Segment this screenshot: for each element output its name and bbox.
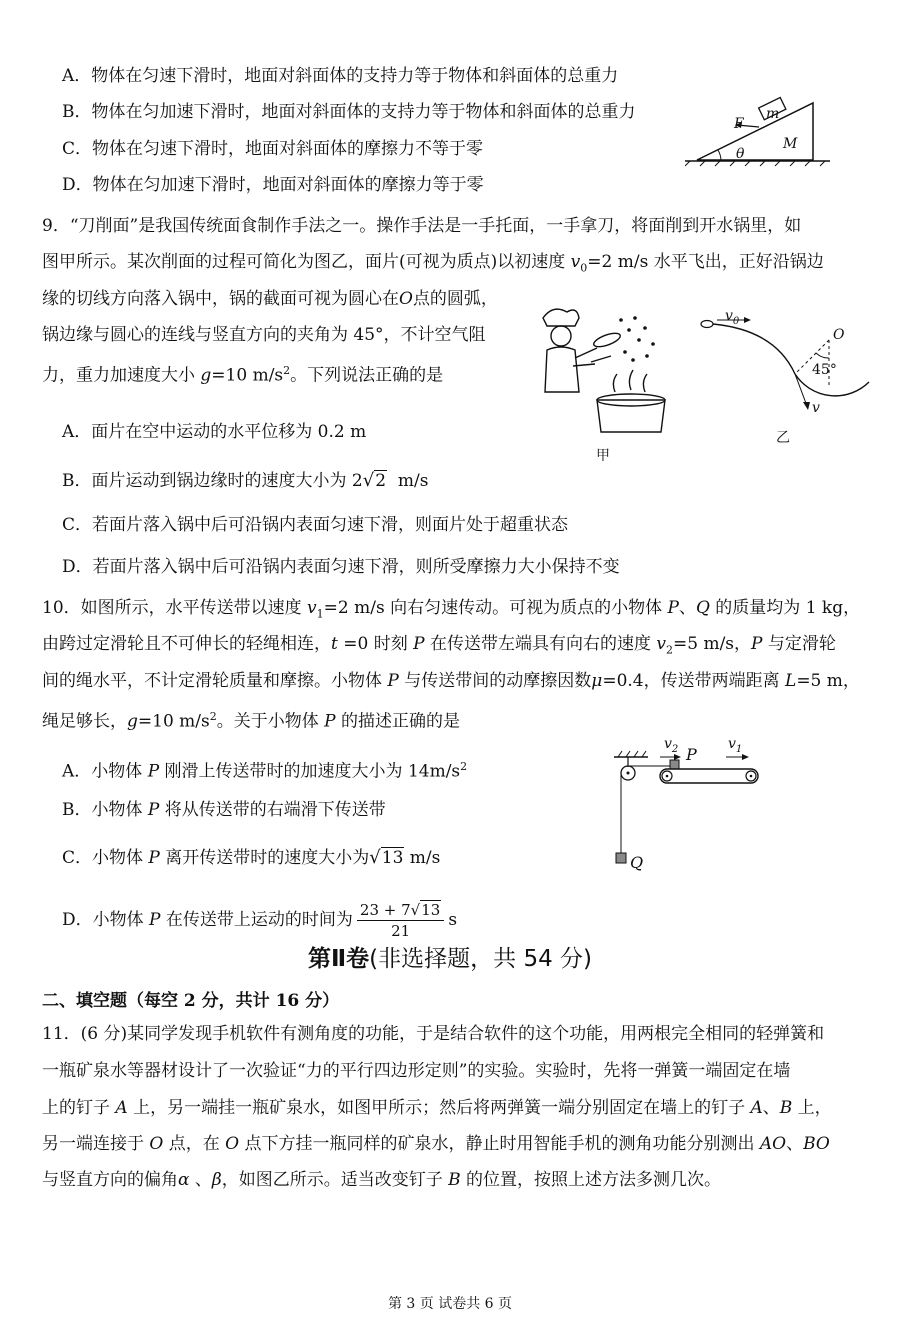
q9-line-1: 9．“刀削面”是我国传统面食制作手法之一。操作手法是一手托面，一手拿刀，将面削到开水锅里，如 (42, 216, 802, 236)
q10-option-b: B．小物体 P 将从传送带的右端滑下传送带 (62, 800, 386, 820)
section-title: 第Ⅱ卷(非选择题，共 54 分) (308, 946, 592, 972)
q9-line-3: 缘的切线方向落入锅中，锅的截面可视为圆心在O点的圆弧， (42, 289, 498, 309)
q11-line-3: 上的钉子 A 上，另一端挂一瓶矿泉水，如图甲所示；然后将两弹簧一端分别固定在墙上的钉子 A、B 上， (42, 1098, 832, 1118)
fraction: $\frac{23 + 7√13}{21}$ (357, 900, 444, 941)
q10-option-d: D．小物体 P 在传送带上运动的时间为 $\frac{23 + 7√13}{21}$ s (62, 901, 458, 940)
page-footer: 第 3 页 试卷共 6 页 (387, 1296, 513, 1312)
q9-option-b: B．面片运动到锅边缘时的速度大小为 2√2 m/s (62, 470, 429, 491)
label-v0: $v_0$ (725, 308, 740, 327)
q8-option-a: A．物体在匀速下滑时，地面对斜面体的支持力等于物体和斜面体的总重力 (62, 66, 619, 86)
label-q: Q (630, 853, 644, 872)
q10-line-1: 10．如图所示，水平传送带以速度 $v_1=2$ m/s 向右匀速传动。可视为质点的小物体 P、Q 的质量均为 1 kg， (42, 598, 861, 621)
trajectory-figure (695, 310, 875, 420)
label-o: O (833, 327, 845, 343)
q9-option-d: D．若面片落入锅中后可沿锅内表面匀速下滑，则所受摩擦力大小保持不变 (62, 557, 620, 577)
q8-option-b: B．物体在匀加速下滑时，地面对斜面体的支持力等于物体和斜面体的总重力 (62, 102, 636, 122)
label-p: P (686, 745, 697, 764)
label-big-m: M (783, 136, 798, 152)
q9-line-4: 锅边缘与圆心的连线与竖直方向的夹角为 45°，不计空气阻 (42, 325, 486, 345)
q8-option-c: C．物体在匀速下滑时，地面对斜面体的摩擦力不等于零 (62, 139, 484, 159)
q10-option-a: A．小物体 P 刚滑上传送带时的加速度大小为 $14m/s^2$ (62, 760, 468, 782)
q8-option-d: D．物体在匀加速下滑时，地面对斜面体的摩擦力等于零 (62, 175, 484, 195)
q11-line-4: 另一端连接于 O 点，在 O 点下方挂一瓶同样的矿泉水，静止时用智能手机的测角功能分别测出 AO、BO (42, 1134, 830, 1154)
q9-line-5: 力，重力加速度大小 g=10 $m/s^2$。下列说法正确的是 (42, 364, 444, 386)
label-45: 45° (812, 362, 837, 378)
q11-line-2: 一瓶矿泉水等器材设计了一次验证“力的平行四边形定则”的实验。实验时，先将一弹簧一端固定在墙 (42, 1061, 791, 1081)
noodle-cook-figure (535, 300, 680, 440)
label-yi: 乙 (776, 430, 790, 446)
q9-option-c: C．若面片落入锅中后可沿锅内表面匀速下滑，则面片处于超重状态 (62, 515, 569, 535)
sqrt-symbol: √13 (369, 847, 404, 868)
label-m: m (766, 106, 780, 122)
label-v1: $v_1$ (728, 736, 743, 755)
incline-figure (685, 95, 835, 167)
label-v2: $v_2$ (664, 736, 679, 755)
label-jia: 甲 (596, 448, 610, 464)
q10-line-2: 由跨过定滑轮且不可伸长的轻绳相连，t =0 时刻 P 在传送带左端具有向右的速度 $v_2=5$ m/s，P 与定滑轮 (42, 634, 836, 657)
label-f: F (734, 116, 744, 132)
q10-line-3: 间的绳水平，不计定滑轮质量和摩擦。小物体 P 与传送带间的动摩擦因数μ=0.4，传送带两端距离 L=5 m， (42, 671, 860, 691)
q9-line-2: 图甲所示。某次削面的过程可简化为图乙，面片(可视为质点)以初速度 $v_0=2$ m/s 水平飞出，正好沿锅边 (42, 252, 824, 275)
sqrt-symbol: √2 (362, 470, 387, 491)
q11-line-1: 11．(6 分)某同学发现手机软件有测角度的功能，于是结合软件的这个功能，用两根完全相同的轻弹簧和 (42, 1024, 825, 1044)
fill-in-heading: 二、填空题（每空 2 分，共计 16 分） (42, 991, 340, 1011)
q9-option-a: A．面片在空中运动的水平位移为 0.2 m (62, 422, 367, 442)
label-v: v (812, 400, 820, 416)
label-theta: θ (736, 146, 745, 162)
q10-option-c: C．小物体 P 离开传送带时的速度大小为√13 m/s (62, 847, 441, 868)
q10-line-4: 绳足够长，g=10 $m/s^2$。关于小物体 P 的描述正确的是 (42, 710, 461, 732)
q11-line-5: 与竖直方向的偏角α 、β，如图乙所示。适当改变钉子 B 的位置，按照上述方法多测几次。 (42, 1170, 722, 1190)
